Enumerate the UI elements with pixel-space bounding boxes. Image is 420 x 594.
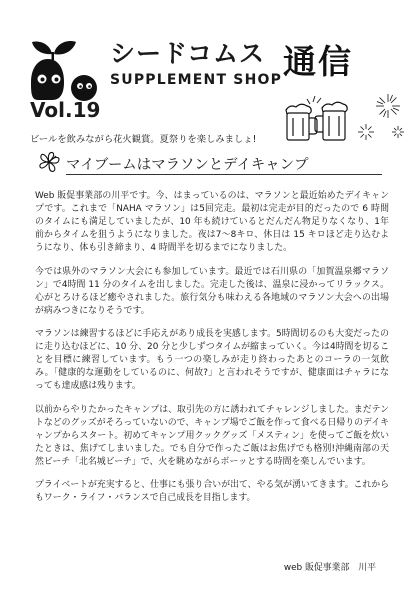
volume-number: Vol.19 (30, 98, 101, 122)
seed-logo-icon (30, 38, 104, 102)
beer-mug-icon (286, 104, 317, 140)
article-paragraph: 今では県外のマラソン大会にも参加しています。最近では石川県の「加賀温泉郷マラソン」で4時間 11 分のタイムを出しました。完走した後は、温泉に浸かってリラックス。心がとろけるほど癒やされました。旅行気分も味わえる各地域のマラソン大会への出場が病みつきになりそうです。 (35, 266, 389, 316)
article-paragraph: マラソンは練習するほどに手応えがあり成長を実感します。5時間切るのも大変だったのに走り込むほどに、10 分、20 分と少しずつタイムが縮まっていく。今は4時間を切ることを目標に練習しています。もう一つの楽しみが走り終わったあとのコーラの一気飲み。「健康的な運動をしているのに、何故?」と言われそうですが、健康面はチャラになっても達成感は残ります。 (35, 329, 389, 392)
author-signature: web 販促事業部 川平 (283, 563, 376, 573)
hibiscus-flower-icon (36, 149, 62, 175)
beer-mug-icon (315, 102, 347, 140)
title-divider (66, 174, 382, 175)
brand-subtitle: SUPPLEMENT SHOP (110, 72, 283, 88)
firework-icon (358, 94, 404, 140)
tagline: ビールを飲みながら花火観賞。夏祭りを楽しみましょ! (30, 134, 257, 145)
article-paragraph: Web 販促事業部の川平です。今、はまっているのは、マラソンと最近始めたデイキャンプです。これまで「NAHA マラソン」は5回完走。最初は完走が目的だったので 6 時間のタイムにも満足していましたが、10 年も続けているとだんだん物足りなくなり、1年前からタイムを狙うようになりました。夜は7～8キロ、休日は 15 キロほど走り込むようになり、体も引き締まり、4 時間半を切るまでになりました。 (35, 191, 389, 254)
article-title: マイブームはマラソンとデイキャンプ (66, 157, 309, 173)
beer-fireworks-illustration-icon (276, 92, 410, 144)
brand-name: シードコムス (110, 39, 266, 68)
article-paragraph: 以前からやりたかったキャンプは、取引先の方に誘われてチャレンジしました。まだテントなどのグッズがそろっていないので、キャンプ場でご飯を作って食べる日帰りのデイキャンプからスタート。初めてキャンプ用クックグッズ「メスティン」を使ってご飯を炊いたときは、焦げてしまいました。でも自分で作ったご飯はお焦げでも格別!沖縄南部の天然ビーチ「北名城ビーチ」で、火を眺めながらボーッとする時間を楽しんでいます。 (35, 404, 389, 467)
article-paragraph: プライベートが充実すると、仕事にも張り合いが出て、やる気が湧いてきます。これからもワーク・ライフ・バランスで自己成長を目指します。 (35, 480, 389, 504)
article-body (35, 190, 389, 515)
newsletter-title: 通信 (283, 42, 353, 81)
